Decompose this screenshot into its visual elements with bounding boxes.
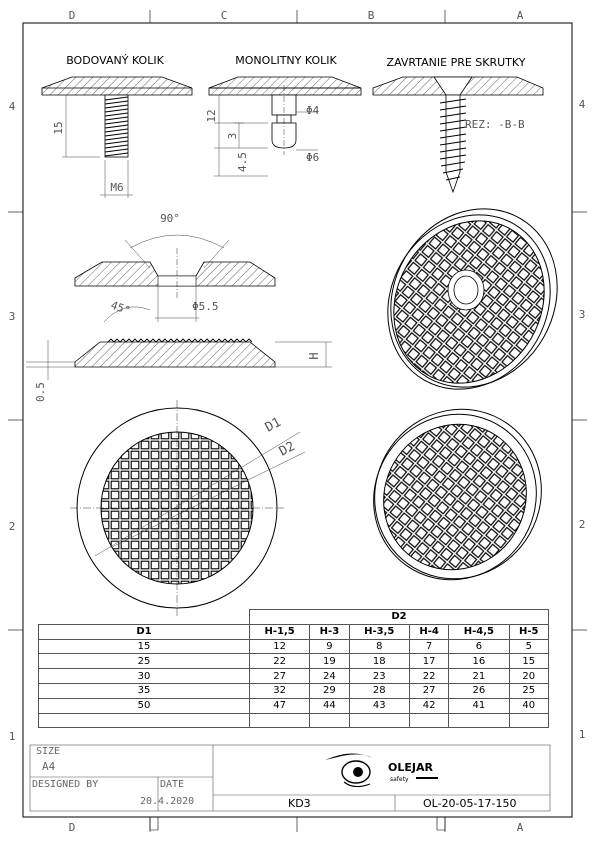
col-letter-bottom: A [516,821,524,834]
table-row [39,639,549,654]
table-cell: 40 [509,698,549,713]
table-h-header: H-3 [310,624,349,639]
date-label: DATE [160,779,185,790]
table-cell [409,713,448,728]
table-cell: 44 [310,698,349,713]
table-cell: 8 [349,639,409,654]
table-header-row [39,610,549,625]
row-number-left: 4 [8,100,16,113]
table-cell-d1 [39,713,250,728]
row-number-left: 3 [8,310,16,323]
table-cell-d1: 15 [39,639,250,654]
date-value: 20.4.2020 [140,796,195,807]
col-letter-bottom: D [68,821,76,834]
row-number-left: 1 [8,730,16,743]
table-cell-d1: 50 [39,698,250,713]
table-cell: 41 [449,698,509,713]
logo-sub: safety [390,776,409,783]
col-letter-top: B [367,9,375,22]
part-name: KD3 [288,797,311,810]
view-title-monolitny: MONOLITNY KOLIK [235,54,337,67]
dim-3: 3 [226,132,239,140]
table-cell-d1: 25 [39,654,250,669]
view-profile [26,299,332,402]
row-number-right: 2 [578,518,586,531]
table-d2-header: D2 [250,610,549,625]
row-number-right: 4 [578,98,586,111]
table-blank-cell [39,610,250,625]
dim-thread-m6: M6 [110,181,124,194]
table-h-header: H-4 [409,624,448,639]
dim-d6: Φ6 [306,151,320,164]
table-cell: 5 [509,639,549,654]
table-cell: 27 [250,669,310,684]
drawing-number: OL-20-05-17-150 [423,797,517,810]
table-row [39,669,549,684]
table-cell: 24 [310,669,349,684]
table-cell [349,713,409,728]
table-cell [449,713,509,728]
col-letter-top: C [220,9,228,22]
table-cell: 28 [349,683,409,698]
table-cell: 23 [349,669,409,684]
table-cell [509,713,549,728]
dimension-table [38,609,549,728]
col-letter-top: D [68,9,76,22]
dim-length-15: 15 [52,121,65,135]
view-section-countersink [75,212,275,322]
table-cell: 22 [250,654,310,669]
table-cell: 18 [349,654,409,669]
size-label: SIZE [36,746,61,757]
table-cell: 20 [509,669,549,684]
table-h-header: H-1,5 [250,624,310,639]
table-cell: 42 [409,698,448,713]
table-cell-d1: 30 [39,669,250,684]
table-cell: 6 [449,639,509,654]
view-bodovany-kolik [42,54,192,198]
table-cell: 7 [409,639,448,654]
table-cell [250,713,310,728]
view-iso-disc-with-hole [356,178,589,419]
view-monolitny-kolik [205,54,361,176]
view-iso-disc [341,377,574,612]
table-cell: 12 [250,639,310,654]
table-cell: 9 [310,639,349,654]
table-subheader-row [39,624,549,639]
table-cell: 32 [250,683,310,698]
label-d2: D2 [276,438,298,460]
table-cell-d1: 35 [39,683,250,698]
dim-h: H [307,352,321,360]
size-value: A4 [42,760,56,773]
table-cell: 17 [409,654,448,669]
angle-45: 45° [108,298,133,318]
table-cell: 43 [349,698,409,713]
col-letter-top: A [516,9,524,22]
table-row [39,698,549,713]
label-d1: D1 [262,414,284,436]
table-cell: 15 [509,654,549,669]
table-row [39,683,549,698]
table-cell: 16 [449,654,509,669]
table-cell: 27 [409,683,448,698]
logo-name: OLEJAR [388,761,433,774]
table-cell: 29 [310,683,349,698]
row-number-right: 3 [578,308,586,321]
table-cell: 26 [449,683,509,698]
row-number-left: 2 [8,520,16,533]
angle-90: 90° [160,212,180,225]
table-cell: 25 [509,683,549,698]
table-row [39,654,549,669]
table-row-empty [39,713,549,728]
table-cell: 22 [409,669,448,684]
dim-d4: Φ4 [306,104,320,117]
designed-by-label: DESIGNED BY [32,779,99,790]
table-cell: 47 [250,698,310,713]
view-plan [70,400,305,616]
table-cell: 21 [449,669,509,684]
olejar-logo [325,753,438,786]
dim-12: 12 [205,109,218,123]
table-h-header: H-4,5 [449,624,509,639]
section-label-bb: REZ: -B-B [465,118,525,131]
row-number-right: 1 [578,728,586,741]
view-zavrtanie-skrutky [373,56,543,192]
view-title-skrutka: ZAVRTANIE PRE SKRUTKY [386,56,526,69]
dim-0-5: 0.5 [34,382,47,402]
dim-d5-5: Φ5.5 [192,300,219,313]
table-cell [310,713,349,728]
dim-4-5: 4.5 [236,152,249,172]
table-d1-header: D1 [39,624,250,639]
table-cell: 19 [310,654,349,669]
table-h-header: H-5 [509,624,549,639]
table-h-header: H-3,5 [349,624,409,639]
view-title-bodovany: BODOVANÝ KOLIK [66,54,164,67]
